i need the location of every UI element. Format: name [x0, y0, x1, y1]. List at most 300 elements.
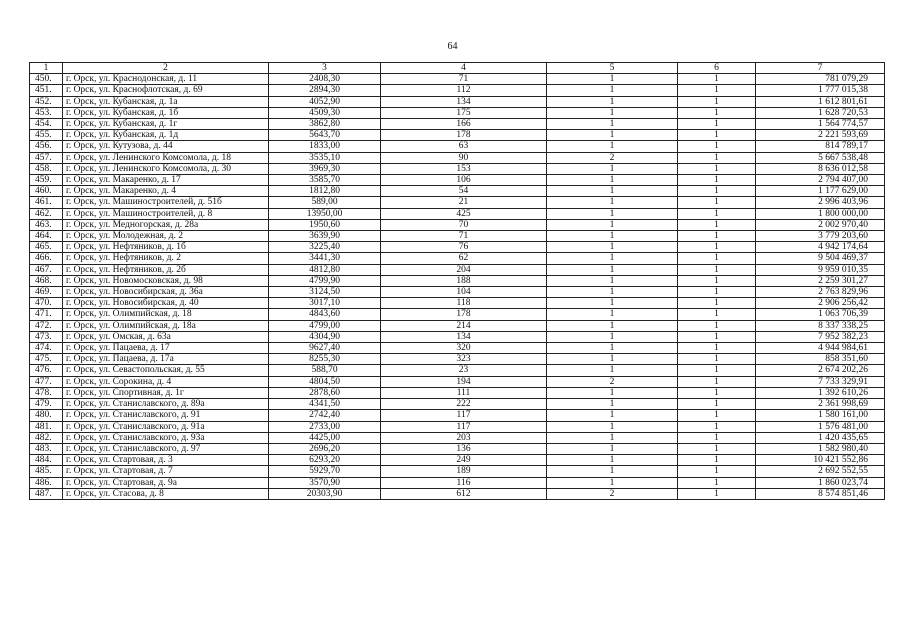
residents-cell: 612 [381, 488, 547, 499]
amount-cell: 9 504 469,37 [756, 253, 885, 264]
col6-cell: 1 [678, 421, 756, 432]
col5-cell: 1 [547, 219, 678, 230]
area-cell: 2894,30 [269, 85, 381, 96]
row-number: 460. [30, 186, 63, 197]
amount-cell: 9 959 010,35 [756, 264, 885, 275]
column-header: 3 [269, 63, 381, 74]
area-cell: 3535,10 [269, 152, 381, 163]
amount-cell: 8 337 338,25 [756, 320, 885, 331]
col5-cell: 1 [547, 107, 678, 118]
col5-cell: 1 [547, 163, 678, 174]
col6-cell: 1 [678, 287, 756, 298]
address-cell: г. Орск, ул. Новомосковская, д. 98 [63, 275, 269, 286]
residents-cell: 116 [381, 477, 547, 488]
col6-cell: 1 [678, 197, 756, 208]
col5-cell: 1 [547, 387, 678, 398]
page-number: 64 [447, 41, 458, 52]
address-cell: г. Орск, ул. Ленинского Комсомола, д. 30 [63, 163, 269, 174]
residents-cell: 117 [381, 410, 547, 421]
table-row [30, 152, 885, 163]
residents-cell: 136 [381, 443, 547, 454]
col6-cell: 1 [678, 119, 756, 130]
col5-cell: 2 [547, 488, 678, 499]
row-number: 451. [30, 85, 63, 96]
row-number: 471. [30, 309, 63, 320]
table-row [30, 477, 885, 488]
row-number: 465. [30, 242, 63, 253]
amount-cell: 10 421 552,86 [756, 455, 885, 466]
col5-cell: 1 [547, 343, 678, 354]
address-cell: г. Орск, ул. Нефтяников, д. 2 [63, 253, 269, 264]
col5-cell: 1 [547, 264, 678, 275]
col6-cell: 1 [678, 141, 756, 152]
address-cell: г. Орск, ул. Молодежная, д. 2 [63, 231, 269, 242]
col6-cell: 1 [678, 410, 756, 421]
col6-cell: 1 [678, 219, 756, 230]
col6-cell: 1 [678, 275, 756, 286]
col6-cell: 1 [678, 399, 756, 410]
address-cell: г. Орск, ул. Макаренко, д. 17 [63, 175, 269, 186]
table-row [30, 242, 885, 253]
address-cell: г. Орск, ул. Новосибирская, д. 36а [63, 287, 269, 298]
residents-cell: 71 [381, 74, 547, 85]
amount-cell: 3 779 203,60 [756, 231, 885, 242]
col5-cell: 1 [547, 432, 678, 443]
table-row [30, 432, 885, 443]
col5-cell: 1 [547, 175, 678, 186]
col6-cell: 1 [678, 264, 756, 275]
table-body [30, 74, 885, 500]
area-cell: 4052,90 [269, 96, 381, 107]
area-cell: 4304,90 [269, 331, 381, 342]
table-row [30, 208, 885, 219]
col5-cell: 1 [547, 365, 678, 376]
col5-cell: 1 [547, 320, 678, 331]
column-header: 4 [381, 63, 547, 74]
table-row [30, 376, 885, 387]
row-number: 474. [30, 343, 63, 354]
address-cell: г. Орск, ул. Станиславского, д. 93а [63, 432, 269, 443]
amount-cell: 7 952 382,23 [756, 331, 885, 342]
area-cell: 4799,90 [269, 275, 381, 286]
residents-cell: 188 [381, 275, 547, 286]
address-cell: г. Орск, ул. Пацаева, д. 17 [63, 343, 269, 354]
area-cell: 4799,00 [269, 320, 381, 331]
row-number: 483. [30, 443, 63, 454]
area-cell: 20303,90 [269, 488, 381, 499]
area-cell: 8255,30 [269, 354, 381, 365]
amount-cell: 8 574 851,46 [756, 488, 885, 499]
area-cell: 4509,30 [269, 107, 381, 118]
row-number: 473. [30, 331, 63, 342]
col6-cell: 1 [678, 96, 756, 107]
residents-cell: 323 [381, 354, 547, 365]
table-row [30, 421, 885, 432]
table-row [30, 219, 885, 230]
address-cell: г. Орск, ул. Ленинского Комсомола, д. 18 [63, 152, 269, 163]
col6-cell: 1 [678, 152, 756, 163]
residents-cell: 76 [381, 242, 547, 253]
area-cell: 589,00 [269, 197, 381, 208]
row-number: 469. [30, 287, 63, 298]
address-cell: г. Орск, ул. Омская, д. 63а [63, 331, 269, 342]
header-row [30, 63, 885, 74]
row-number: 486. [30, 477, 63, 488]
table-row [30, 298, 885, 309]
residents-cell: 249 [381, 455, 547, 466]
col6-cell: 1 [678, 387, 756, 398]
address-cell: г. Орск, ул. Олимпийская, д. 18а [63, 320, 269, 331]
amount-cell: 2 906 256,42 [756, 298, 885, 309]
area-cell: 6293,20 [269, 455, 381, 466]
residents-cell: 111 [381, 387, 547, 398]
area-cell: 3441,30 [269, 253, 381, 264]
address-cell: г. Орск, ул. Станиславского, д. 89а [63, 399, 269, 410]
table-header [30, 63, 885, 74]
table-row [30, 287, 885, 298]
area-cell: 3570,90 [269, 477, 381, 488]
table-row [30, 466, 885, 477]
table-row [30, 275, 885, 286]
col6-cell: 1 [678, 488, 756, 499]
row-number: 470. [30, 298, 63, 309]
address-cell: г. Орск, ул. Стартовая, д. 3 [63, 455, 269, 466]
residents-cell: 134 [381, 331, 547, 342]
amount-cell: 2 996 403,96 [756, 197, 885, 208]
row-number: 475. [30, 354, 63, 365]
area-cell: 4804,50 [269, 376, 381, 387]
row-number: 482. [30, 432, 63, 443]
amount-cell: 2 221 593,69 [756, 130, 885, 141]
address-cell: г. Орск, ул. Краснофлотская, д. 69 [63, 85, 269, 96]
column-header: 6 [678, 63, 756, 74]
amount-cell: 1 576 481,00 [756, 421, 885, 432]
area-cell: 4812,80 [269, 264, 381, 275]
address-cell: г. Орск, ул. Кубанская, д. 1а [63, 96, 269, 107]
row-number: 464. [30, 231, 63, 242]
address-cell: г. Орск, ул. Машиностроителей, д. 51б [63, 197, 269, 208]
registry-table [29, 62, 885, 500]
table-row [30, 197, 885, 208]
amount-cell: 1 420 435,65 [756, 432, 885, 443]
amount-cell: 2 794 407,00 [756, 175, 885, 186]
address-cell: г. Орск, ул. Машиностроителей, д. 8 [63, 208, 269, 219]
table-row [30, 186, 885, 197]
area-cell: 5643,70 [269, 130, 381, 141]
area-cell: 4843,60 [269, 309, 381, 320]
residents-cell: 90 [381, 152, 547, 163]
table-row [30, 264, 885, 275]
address-cell: г. Орск, ул. Сорокина, д. 4 [63, 376, 269, 387]
residents-cell: 23 [381, 365, 547, 376]
amount-cell: 2 763 829,96 [756, 287, 885, 298]
amount-cell: 1 392 610,26 [756, 387, 885, 398]
col6-cell: 1 [678, 320, 756, 331]
table-row [30, 455, 885, 466]
table-row [30, 130, 885, 141]
area-cell: 13950,00 [269, 208, 381, 219]
residents-cell: 112 [381, 85, 547, 96]
col5-cell: 1 [547, 208, 678, 219]
column-header: 5 [547, 63, 678, 74]
residents-cell: 104 [381, 287, 547, 298]
address-cell: г. Орск, ул. Медногорская, д. 28а [63, 219, 269, 230]
area-cell: 2742,40 [269, 410, 381, 421]
table-row [30, 119, 885, 130]
row-number: 463. [30, 219, 63, 230]
col5-cell: 1 [547, 197, 678, 208]
col6-cell: 1 [678, 175, 756, 186]
table-row [30, 410, 885, 421]
table-row [30, 74, 885, 85]
col5-cell: 1 [547, 74, 678, 85]
amount-cell: 1 580 161,00 [756, 410, 885, 421]
table-row [30, 365, 885, 376]
address-cell: г. Орск, ул. Нефтяников, д. 1б [63, 242, 269, 253]
row-number: 484. [30, 455, 63, 466]
amount-cell: 1 564 774,57 [756, 119, 885, 130]
table-row [30, 387, 885, 398]
col5-cell: 1 [547, 410, 678, 421]
residents-cell: 71 [381, 231, 547, 242]
residents-cell: 320 [381, 343, 547, 354]
address-cell: г. Орск, ул. Севастопольская, д. 55 [63, 365, 269, 376]
area-cell: 3124,50 [269, 287, 381, 298]
col5-cell: 1 [547, 421, 678, 432]
col5-cell: 1 [547, 455, 678, 466]
column-header: 1 [30, 63, 63, 74]
address-cell: г. Орск, ул. Кубанская, д. 1г [63, 119, 269, 130]
address-cell: г. Орск, ул. Макаренко, д. 4 [63, 186, 269, 197]
col6-cell: 1 [678, 163, 756, 174]
amount-cell: 5 667 538,48 [756, 152, 885, 163]
col6-cell: 1 [678, 466, 756, 477]
column-header: 7 [756, 63, 885, 74]
area-cell: 1812,80 [269, 186, 381, 197]
address-cell: г. Орск, ул. Олимпийская, д. 18 [63, 309, 269, 320]
residents-cell: 106 [381, 175, 547, 186]
area-cell: 4341,50 [269, 399, 381, 410]
address-cell: г. Орск, ул. Новосибирская, д. 40 [63, 298, 269, 309]
area-cell: 3862,80 [269, 119, 381, 130]
col5-cell: 1 [547, 186, 678, 197]
address-cell: г. Орск, ул. Кутузова, д. 44 [63, 141, 269, 152]
col5-cell: 2 [547, 376, 678, 387]
address-cell: г. Орск, ул. Нефтяников, д. 2б [63, 264, 269, 275]
amount-cell: 1 582 980,40 [756, 443, 885, 454]
row-number: 477. [30, 376, 63, 387]
row-number: 472. [30, 320, 63, 331]
row-number: 468. [30, 275, 63, 286]
row-number: 461. [30, 197, 63, 208]
col5-cell: 1 [547, 466, 678, 477]
row-number: 457. [30, 152, 63, 163]
amount-cell: 1 860 023,74 [756, 477, 885, 488]
residents-cell: 21 [381, 197, 547, 208]
area-cell: 4425,00 [269, 432, 381, 443]
row-number: 455. [30, 130, 63, 141]
address-cell: г. Орск, ул. Краснодонская, д. 11 [63, 74, 269, 85]
table-row [30, 443, 885, 454]
address-cell: г. Орск, ул. Станиславского, д. 91 [63, 410, 269, 421]
amount-cell: 2 692 552,55 [756, 466, 885, 477]
residents-cell: 178 [381, 309, 547, 320]
col5-cell: 1 [547, 399, 678, 410]
table-row [30, 175, 885, 186]
table-row [30, 231, 885, 242]
residents-cell: 203 [381, 432, 547, 443]
address-cell: г. Орск, ул. Станиславского, д. 97 [63, 443, 269, 454]
col5-cell: 1 [547, 275, 678, 286]
row-number: 459. [30, 175, 63, 186]
table-row [30, 354, 885, 365]
area-cell: 2696,20 [269, 443, 381, 454]
col5-cell: 1 [547, 242, 678, 253]
col6-cell: 1 [678, 186, 756, 197]
row-number: 453. [30, 107, 63, 118]
address-cell: г. Орск, ул. Кубанская, д. 1б [63, 107, 269, 118]
table-row [30, 253, 885, 264]
col5-cell: 1 [547, 85, 678, 96]
col5-cell: 1 [547, 354, 678, 365]
col6-cell: 1 [678, 343, 756, 354]
residents-cell: 204 [381, 264, 547, 275]
col6-cell: 1 [678, 130, 756, 141]
amount-cell: 2 361 998,69 [756, 399, 885, 410]
col5-cell: 1 [547, 331, 678, 342]
amount-cell: 1 177 629,00 [756, 186, 885, 197]
col5-cell: 1 [547, 130, 678, 141]
residents-cell: 134 [381, 96, 547, 107]
col5-cell: 1 [547, 141, 678, 152]
amount-cell: 2 002 970,40 [756, 219, 885, 230]
address-cell: г. Орск, ул. Стартовая, д. 7 [63, 466, 269, 477]
amount-cell: 858 351,60 [756, 354, 885, 365]
table-row [30, 343, 885, 354]
col6-cell: 1 [678, 354, 756, 365]
row-number: 462. [30, 208, 63, 219]
col5-cell: 1 [547, 231, 678, 242]
area-cell: 1833,00 [269, 141, 381, 152]
row-number: 481. [30, 421, 63, 432]
area-cell: 3639,90 [269, 231, 381, 242]
address-cell: г. Орск, ул. Станиславского, д. 91а [63, 421, 269, 432]
row-number: 485. [30, 466, 63, 477]
area-cell: 2878,60 [269, 387, 381, 398]
column-header: 2 [63, 63, 269, 74]
table-row [30, 488, 885, 499]
col5-cell: 1 [547, 287, 678, 298]
col5-cell: 1 [547, 477, 678, 488]
area-cell: 1950,60 [269, 219, 381, 230]
col6-cell: 1 [678, 231, 756, 242]
col6-cell: 1 [678, 443, 756, 454]
amount-cell: 8 636 012,58 [756, 163, 885, 174]
residents-cell: 425 [381, 208, 547, 219]
residents-cell: 118 [381, 298, 547, 309]
col6-cell: 1 [678, 455, 756, 466]
row-number: 479. [30, 399, 63, 410]
col5-cell: 1 [547, 253, 678, 264]
amount-cell: 1 063 706,39 [756, 309, 885, 320]
table-row [30, 309, 885, 320]
table-row [30, 85, 885, 96]
row-number: 466. [30, 253, 63, 264]
area-cell: 3969,30 [269, 163, 381, 174]
residents-cell: 178 [381, 130, 547, 141]
area-cell: 2733,00 [269, 421, 381, 432]
residents-cell: 166 [381, 119, 547, 130]
amount-cell: 1 777 015,38 [756, 85, 885, 96]
col6-cell: 1 [678, 477, 756, 488]
residents-cell: 189 [381, 466, 547, 477]
col6-cell: 1 [678, 376, 756, 387]
col5-cell: 1 [547, 298, 678, 309]
amount-cell: 7 733 329,91 [756, 376, 885, 387]
residents-cell: 117 [381, 421, 547, 432]
residents-cell: 70 [381, 219, 547, 230]
area-cell: 2408,30 [269, 74, 381, 85]
amount-cell: 1 800 000,00 [756, 208, 885, 219]
address-cell: г. Орск, ул. Спортивная, д. 1г [63, 387, 269, 398]
area-cell: 3225,40 [269, 242, 381, 253]
amount-cell: 4 944 984,61 [756, 343, 885, 354]
amount-cell: 1 628 720,53 [756, 107, 885, 118]
row-number: 478. [30, 387, 63, 398]
address-cell: г. Орск, ул. Стартовая, д. 9а [63, 477, 269, 488]
residents-cell: 214 [381, 320, 547, 331]
area-cell: 3017,10 [269, 298, 381, 309]
col5-cell: 1 [547, 119, 678, 130]
residents-cell: 153 [381, 163, 547, 174]
col6-cell: 1 [678, 365, 756, 376]
address-cell: г. Орск, ул. Пацаева, д. 17а [63, 354, 269, 365]
col6-cell: 1 [678, 74, 756, 85]
table-row [30, 107, 885, 118]
area-cell: 5929,70 [269, 466, 381, 477]
table-row [30, 96, 885, 107]
row-number: 452. [30, 96, 63, 107]
col6-cell: 1 [678, 331, 756, 342]
col5-cell: 1 [547, 96, 678, 107]
amount-cell: 1 612 801,61 [756, 96, 885, 107]
col6-cell: 1 [678, 242, 756, 253]
row-number: 454. [30, 119, 63, 130]
col6-cell: 1 [678, 85, 756, 96]
col6-cell: 1 [678, 298, 756, 309]
amount-cell: 2 674 202,26 [756, 365, 885, 376]
address-cell: г. Орск, ул. Стасова, д. 8 [63, 488, 269, 499]
row-number: 487. [30, 488, 63, 499]
table-row [30, 163, 885, 174]
table-row [30, 141, 885, 152]
col6-cell: 1 [678, 432, 756, 443]
row-number: 450. [30, 74, 63, 85]
row-number: 467. [30, 264, 63, 275]
col5-cell: 1 [547, 443, 678, 454]
col5-cell: 1 [547, 309, 678, 320]
table-row [30, 320, 885, 331]
residents-cell: 194 [381, 376, 547, 387]
row-number: 476. [30, 365, 63, 376]
row-number: 480. [30, 410, 63, 421]
col6-cell: 1 [678, 253, 756, 264]
row-number: 458. [30, 163, 63, 174]
amount-cell: 4 942 174,64 [756, 242, 885, 253]
amount-cell: 2 259 301,27 [756, 275, 885, 286]
residents-cell: 54 [381, 186, 547, 197]
amount-cell: 814 789,17 [756, 141, 885, 152]
